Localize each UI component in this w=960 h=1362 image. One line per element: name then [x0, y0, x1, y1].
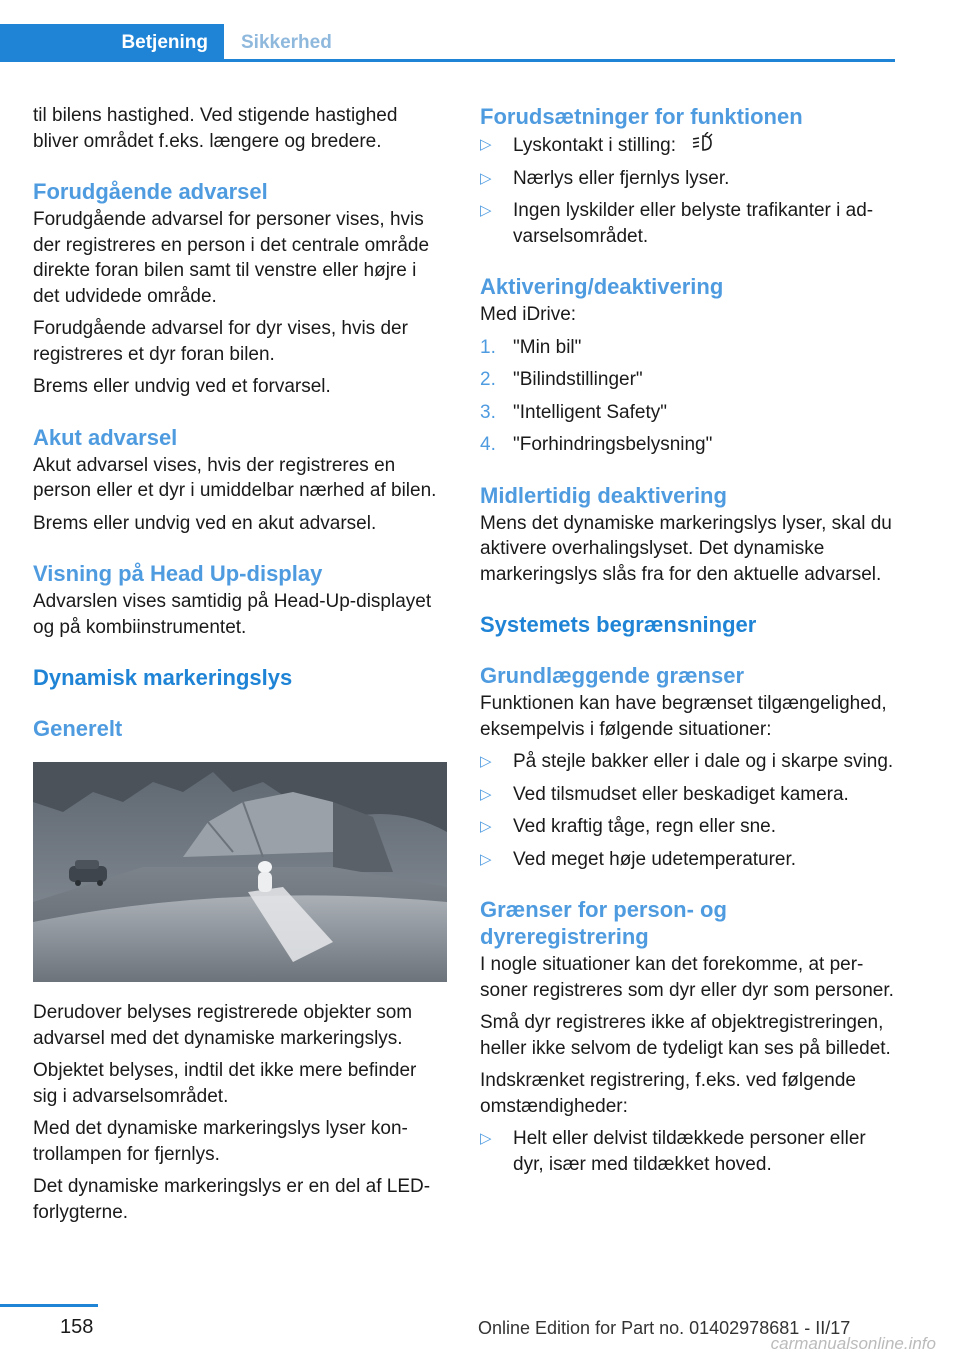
steps-list [480, 335, 898, 458]
paragraph: Indskrænket registrering, f.eks. ved følgende omstændigheder: [480, 1070, 856, 1117]
paragraph: Med iDrive: [480, 304, 577, 325]
paragraph: Brems eller undvig ved et forvarsel. [33, 376, 331, 397]
list-item [480, 847, 898, 873]
step-item [480, 400, 898, 426]
heading-systemets-begraensninger: Systemets begrænsninger [480, 612, 757, 637]
list-item [480, 198, 898, 249]
detection-limits-list [480, 1126, 898, 1177]
list-item-text: Ved kraftig tåge, regn eller sne. [513, 816, 776, 837]
list-item [480, 1126, 898, 1177]
list-item [480, 782, 898, 808]
paragraph: Forudgående advarsel for personer vises, hvis der registreres en person i det centrale område direkte foran bilen samt til venstre eller højre i det udvidede område. [33, 209, 430, 307]
step-text: "Intelligent Safety" [513, 401, 667, 423]
step-item [480, 335, 898, 361]
edition-text: Online Edition for Part no. 01402978681 - II/17 [478, 1318, 851, 1338]
heading-generelt: Generelt [33, 716, 123, 741]
heading-grundlaeggende-graenser: Grundlæggende grænser [480, 663, 745, 688]
night-road-illustration [33, 762, 447, 982]
intro-paragraph: til bilens hastighed. Ved stigende hastighed bliver området f.eks. længere og bredere. [33, 105, 398, 152]
list-item [480, 166, 898, 192]
step-number: 4. [480, 434, 496, 455]
heading-visning-head-up: Visning på Head Up-display [33, 561, 323, 586]
tab-betjening[interactable]: Betjening [0, 24, 224, 62]
list-item [480, 132, 898, 159]
paragraph: Det dynamiske markeringslys er en del af LED-forlygterne. [33, 1176, 431, 1223]
requirements-list [480, 132, 898, 249]
heading-dynamisk-markeringslys: Dynamisk markeringslys [33, 665, 293, 690]
tab-sikkerhed[interactable]: Sikkerhed [241, 32, 332, 53]
footer-rule [0, 1304, 98, 1307]
paragraph: Objektet belyses, indtil det ikke mere befinder sig i advarselsområdet. [33, 1060, 417, 1107]
list-item [480, 814, 898, 840]
heading-akut-advarsel: Akut advarsel [33, 424, 178, 450]
paragraph: Brems eller undvig ved en akut advarsel. [33, 512, 377, 534]
heading-forudgaaende-advarsel: Forudgående advarsel [33, 179, 268, 204]
left-column [33, 103, 445, 1232]
paragraph: Mens det dynamiske markeringslys lyser, skal du aktivere overhalingslyset. Det dynamiske markeringslys slås fra for den aktuelle advarsel. [480, 512, 892, 585]
paragraph: I nogle situationer kan det forekomme, at personer registreres som dyr eller dyr som personer. [480, 954, 894, 1001]
step-text: "Bilindstillinger" [513, 369, 643, 390]
step-text: "Min bil" [513, 336, 582, 358]
auto-headlight-icon [691, 132, 715, 154]
step-item [480, 367, 898, 393]
watermark-text: carmanualsonline.info [770, 1334, 936, 1353]
list-item [480, 749, 898, 775]
list-item-text: Nærlys eller fjernlys lyser. [513, 167, 730, 189]
step-number: 3. [480, 401, 496, 423]
paragraph: Små dyr registreres ikke af objektregistreringen, heller ikke selvom de tydeligt kan ses på billedet. [480, 1012, 891, 1059]
paragraph: Forudgående advarsel for dyr vises, hvis der registreres et dyr foran bilen. [33, 318, 408, 365]
triangle-bullet-icon: ▷ [480, 169, 492, 187]
list-item-text: På stejle bakker eller i dale og i skarpe sving. [513, 751, 894, 772]
step-item [480, 432, 898, 458]
step-number: 2. [480, 369, 496, 390]
heading-forudsaetninger: Forudsætninger for funktionen [480, 104, 803, 129]
triangle-bullet-icon: ▷ [480, 202, 492, 219]
limitations-list [480, 749, 898, 872]
paragraph: Med det dynamiske markeringslys lyser kontrollampen for fjernlys. [33, 1118, 408, 1165]
list-item-text: Ingen lyskilder eller belyste trafikanter i advarselsområdet. [513, 200, 874, 247]
step-text: "Forhindringsbelysning" [513, 434, 713, 455]
triangle-bullet-icon: ▷ [480, 136, 492, 153]
list-item-text: Ved meget høje udetemperaturer. [513, 848, 797, 870]
triangle-bullet-icon: ▷ [480, 850, 492, 868]
paragraph: Akut advarsel vises, hvis der registreres en person eller et dyr i umiddelbar nærhed af bilen. [33, 454, 437, 501]
triangle-bullet-icon: ▷ [480, 753, 492, 770]
list-item-text: Ved tilsmudset eller beskadiget kamera. [513, 783, 849, 805]
triangle-bullet-icon: ▷ [480, 785, 492, 803]
page-number: 158 [60, 1316, 94, 1338]
triangle-bullet-icon: ▷ [480, 1130, 492, 1147]
heading-graenser-person-dyr: Grænser for person- og dyreregistrering [480, 897, 727, 949]
list-item-text: Lyskontakt i stilling: [513, 135, 676, 156]
heading-midlertidig-deaktivering: Midlertidig deaktivering [480, 482, 727, 508]
header-tabs [0, 0, 895, 62]
paragraph: Funktionen kan have begrænset tilgængelighed, eksempelvis i følgende situationer: [480, 693, 887, 740]
list-item-text: Helt eller delvist tildækkede personer eller dyr, især med tildækket hoved. [513, 1128, 866, 1175]
heading-aktivering: Aktivering/deaktivering [480, 274, 724, 299]
paragraph: Advarslen vises samtidig på Head-Up-displayet og på kombiinstrumentet. [33, 591, 432, 638]
paragraph: Derudover belyses registrerede objekter som advarsel med det dynamiske markeringslys. [33, 1002, 413, 1049]
step-number: 1. [480, 336, 496, 358]
right-column [480, 103, 898, 1184]
triangle-bullet-icon: ▷ [480, 818, 492, 835]
